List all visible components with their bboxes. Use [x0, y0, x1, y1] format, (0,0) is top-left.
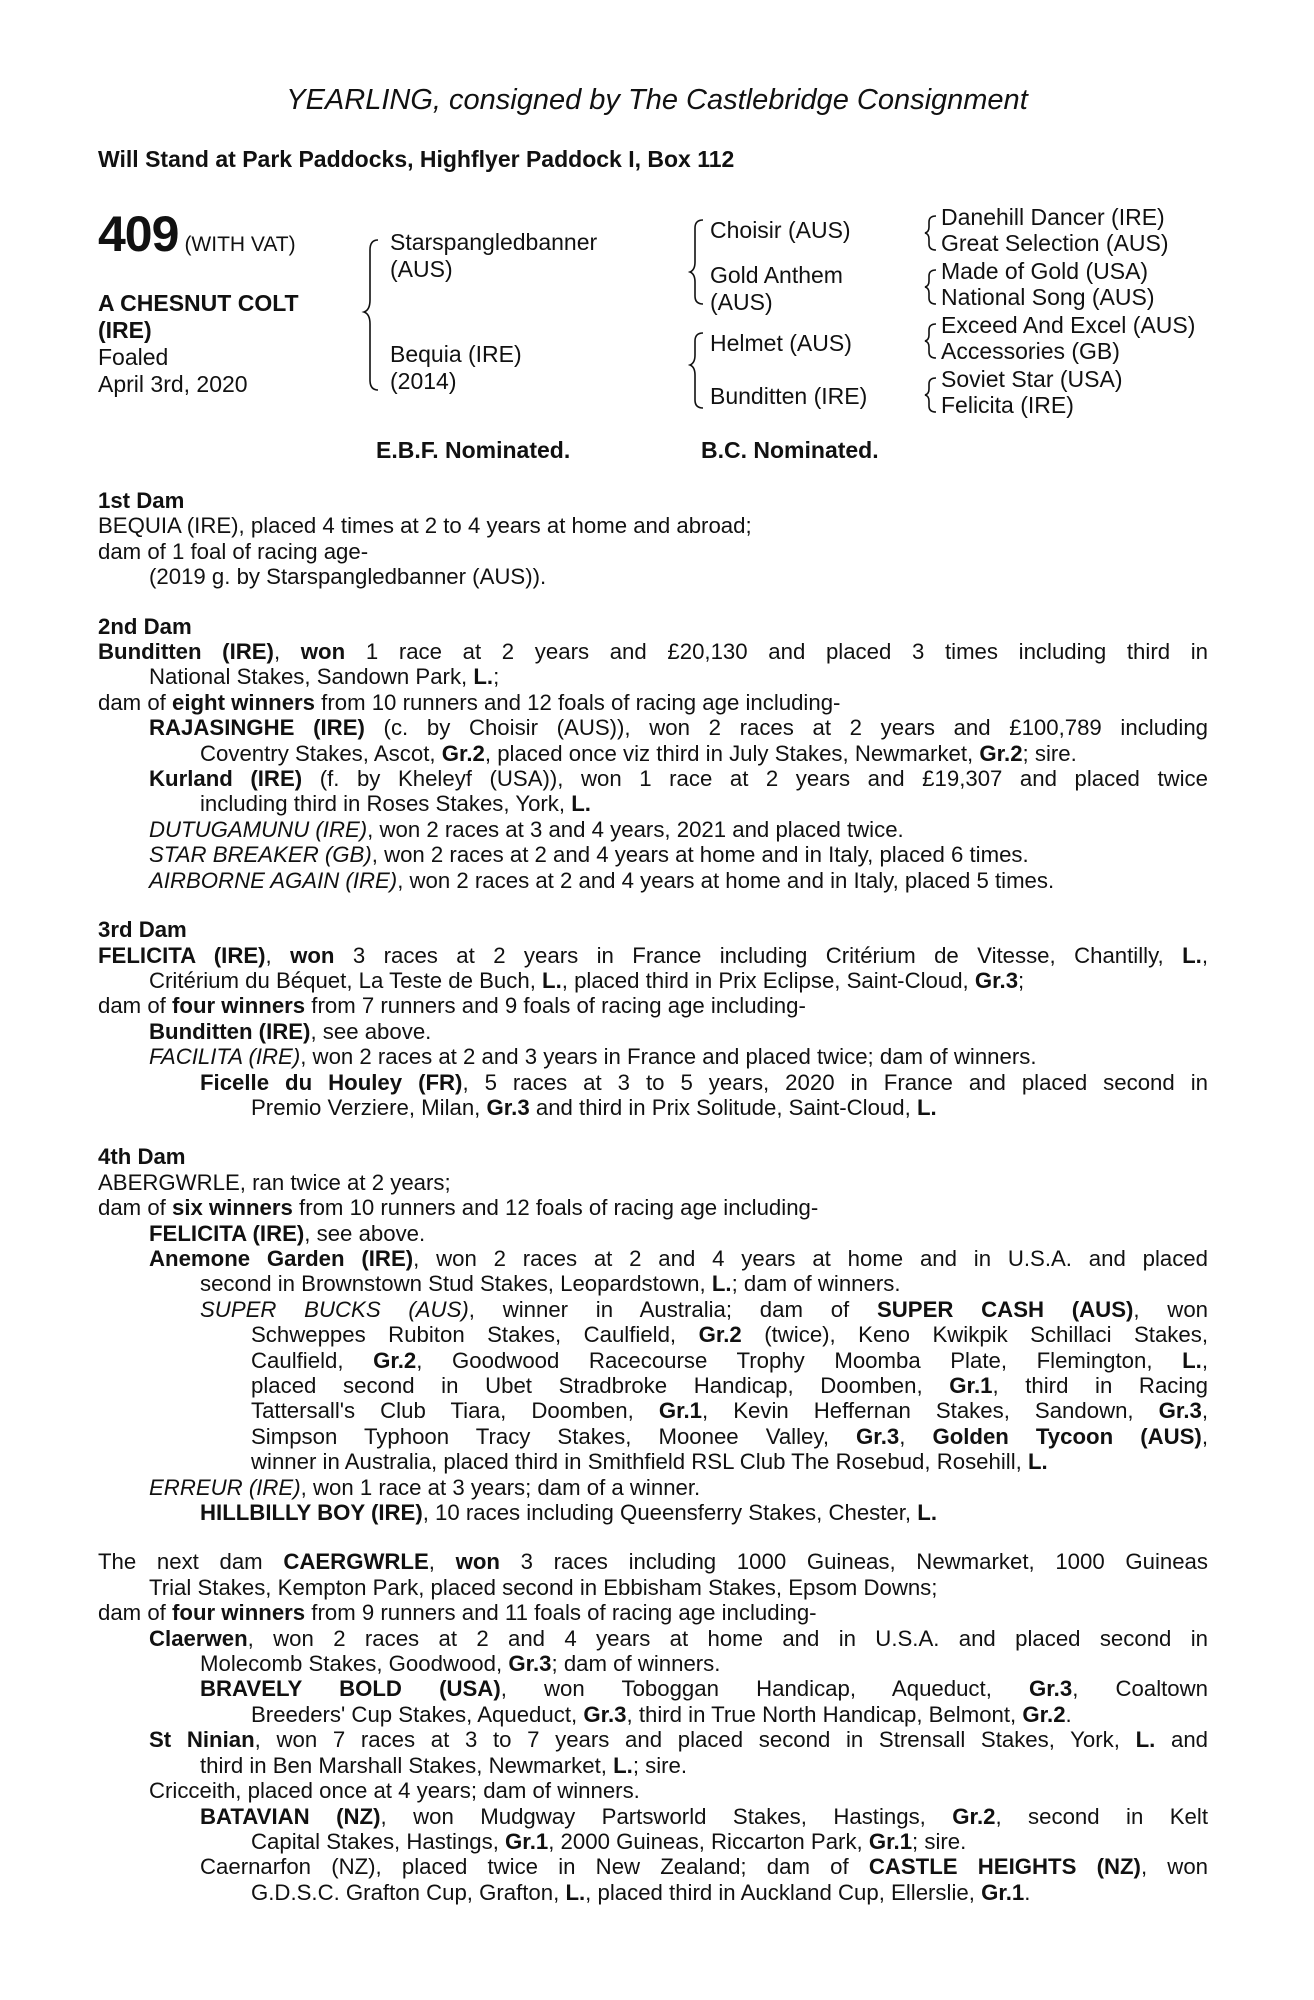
- sd-sire: Made of Gold (USA): [941, 258, 1149, 284]
- text-run: .: [1024, 1879, 1031, 1905]
- text-run: 3 races at 2 years in France including Critérium de Vitesse, Chantilly,: [334, 942, 1183, 968]
- text-run: winner in Australia, placed third in Smithfield RSL Club The Rosebud, Rosehill,: [251, 1449, 1028, 1475]
- vat-label: (WITH VAT): [184, 233, 296, 256]
- next-dam-runner: [98, 1753, 1208, 1778]
- second-dam-runner: [98, 766, 1208, 791]
- text-run: from 9 runners and 11 foals of racing age including-: [305, 1600, 817, 1626]
- ss-dam: Great Selection (AUS): [941, 230, 1169, 256]
- next-dam-runner: [98, 1651, 1208, 1676]
- third-dam-runner: [98, 1019, 1208, 1044]
- next-dam-runner: [98, 1727, 1208, 1752]
- first-dam-section: [98, 488, 1208, 590]
- next-dam-line: Trial Stakes, Kempton Park, placed second in Ebbisham Stakes, Epsom Downs;: [149, 1574, 938, 1600]
- text-run: ; sire.: [912, 1828, 967, 1854]
- dam-bracket: [690, 333, 703, 408]
- text-run: ,: [1201, 1398, 1208, 1424]
- text-run: RAJASINGHE (IRE): [149, 715, 365, 741]
- foaled-label: Foaled: [98, 344, 169, 370]
- text-run: The next dam: [98, 1549, 284, 1575]
- text-run: L.: [1135, 1727, 1156, 1753]
- second-dam-runner: [98, 817, 1208, 842]
- text-run: Gr.3: [508, 1651, 552, 1677]
- text-run: , Coaltown: [1072, 1676, 1208, 1702]
- text-run: Tattersall's Club Tiara, Doomben,: [251, 1398, 659, 1424]
- ss-bracket: [925, 216, 936, 250]
- text-run: Schweppes Rubiton Stakes, Caulfield,: [251, 1322, 699, 1348]
- text-run: National Stakes, Sandown Park,: [149, 664, 474, 690]
- text-run: L.: [613, 1752, 633, 1778]
- third-dam-runner: [98, 1044, 1208, 1069]
- text-run: , placed once viz third in July Stakes, Newmarket,: [484, 740, 980, 766]
- text-run: Critérium du Béquet, La Teste de Buch,: [149, 967, 543, 993]
- text-run: Gr.3: [583, 1701, 627, 1727]
- text-run: Premio Verziere, Milan,: [251, 1094, 487, 1120]
- text-run: won: [290, 942, 335, 968]
- text-run: G.D.S.C. Grafton Cup, Grafton,: [251, 1879, 566, 1905]
- text-run: , see above.: [310, 1018, 432, 1044]
- third-dam-section: [98, 917, 1208, 1120]
- text-run: ,: [265, 942, 291, 968]
- text-run: 1 race at 2 years and £20,130 and placed 3 times including third in: [345, 639, 1208, 665]
- text-run: Gr.2: [441, 740, 485, 766]
- text-run: Caernarfon (NZ), placed twice in New Zealand; dam of: [200, 1854, 869, 1880]
- second-dam-section: [98, 614, 1208, 893]
- bc-nominated: B.C. Nominated.: [701, 437, 879, 463]
- text-run: third in Ben Marshall Stakes, Newmarket,: [200, 1752, 614, 1778]
- text-run: Ficelle du Houley (FR): [200, 1069, 463, 1095]
- text-run: Gr.3: [1158, 1398, 1202, 1424]
- text-run: L.: [565, 1879, 586, 1905]
- sire-origin: (AUS): [390, 256, 453, 282]
- text-run: SUPER BUCKS (AUS): [200, 1296, 469, 1322]
- text-run: ;: [493, 664, 500, 690]
- first-dam-heading: 1st Dam: [98, 488, 185, 513]
- dam-dam: Bunditten (IRE): [710, 383, 868, 409]
- sire-dam-origin: (AUS): [710, 289, 773, 315]
- text-run: , won 2 races at 2 and 4 years at home and in Italy, placed 6 times.: [371, 842, 1029, 868]
- text-run: Gr.2: [373, 1347, 417, 1373]
- second-dam-runner: [98, 868, 1208, 893]
- text-run: dam of: [98, 1195, 172, 1221]
- text-run: Gr.1: [868, 1828, 913, 1854]
- text-run: dam of: [98, 1600, 172, 1626]
- text-run: L.: [1182, 1347, 1202, 1373]
- dam: [390, 341, 522, 395]
- text-run: Gr.3: [856, 1423, 900, 1449]
- second-dam-runner: [98, 715, 1208, 740]
- next-dam-runner: [98, 1854, 1208, 1879]
- text-run: CAERGWRLE: [283, 1549, 429, 1575]
- text-run: from 10 runners and 12 foals of racing age including-: [292, 1195, 819, 1221]
- stand-location: Will Stand at Park Paddocks, Highflyer Paddock I, Box 112: [98, 146, 735, 172]
- fourth-dam-heading: 4th Dam: [98, 1144, 186, 1170]
- second-dam-runner: [98, 741, 1208, 766]
- text-run: HILLBILLY BOY (IRE): [200, 1500, 423, 1526]
- text-run: SUPER CASH (AUS): [876, 1296, 1134, 1322]
- text-run: Gr.2: [979, 740, 1023, 766]
- text-run: , won 2 races at 2 and 4 years at home and in U.S.A. and placed: [413, 1245, 1208, 1271]
- text-run: ,: [428, 1549, 456, 1575]
- text-run: , won: [1140, 1854, 1208, 1880]
- first-dam-produce: (2019 g. by Starspangledbanner (AUS)).: [149, 564, 547, 590]
- text-run: , third in Racing: [992, 1373, 1208, 1398]
- fourth-dam-line: ABERGWRLE, ran twice at 2 years;: [98, 1169, 451, 1195]
- text-run: DUTUGAMUNU (IRE): [149, 816, 368, 842]
- third-dam-runner: [98, 1070, 1208, 1095]
- text-run: FELICITA (IRE): [98, 942, 266, 968]
- sire-dam-name: Gold Anthem: [710, 262, 843, 288]
- first-dam-line: BEQUIA (IRE), placed 4 times at 2 to 4 years at home and abroad;: [98, 513, 752, 539]
- text-run: BRAVELY BOLD (USA): [200, 1676, 501, 1702]
- text-run: FELICITA (IRE): [149, 1220, 305, 1246]
- text-run: ,: [899, 1423, 933, 1449]
- text-run: Gr.1: [658, 1398, 702, 1424]
- sire-name: Starspangledbanner: [390, 229, 598, 255]
- third-dam-line: [98, 993, 1208, 1018]
- text-run: , won 2 races at 2 and 3 years in France and placed twice; dam of winners.: [300, 1044, 1037, 1070]
- text-run: ,: [1201, 1347, 1208, 1373]
- text-run: , see above.: [304, 1220, 426, 1246]
- text-run: Caulfield,: [251, 1347, 374, 1373]
- text-run: ,: [1201, 942, 1208, 968]
- text-run: ; sire.: [1022, 740, 1077, 766]
- text-run: Breeders' Cup Stakes, Aqueduct,: [251, 1701, 584, 1727]
- text-run: from 10 runners and 12 foals of racing age including-: [315, 689, 841, 715]
- text-run: from 7 runners and 9 foals of racing age including-: [305, 993, 806, 1019]
- text-run: including third in Roses Stakes, York,: [200, 791, 572, 817]
- text-run: ; sire.: [632, 1752, 688, 1778]
- text-run: and: [1155, 1727, 1208, 1753]
- text-run: , third in True North Handicap, Belmont,: [626, 1701, 1023, 1727]
- text-run: CASTLE HEIGHTS (NZ): [868, 1854, 1141, 1880]
- next-dam-runner: [98, 1880, 1208, 1905]
- text-run: L.: [1027, 1449, 1048, 1475]
- fourth-dam-runner: [98, 1322, 1208, 1347]
- fourth-dam-runner: [98, 1221, 1208, 1246]
- foaled-date: April 3rd, 2020: [98, 371, 248, 397]
- text-run: Coventry Stakes, Ascot,: [200, 740, 442, 766]
- third-dam-heading: 3rd Dam: [98, 917, 187, 943]
- text-run: won: [455, 1549, 500, 1575]
- next-dam-runner: [98, 1829, 1208, 1854]
- text-run: L.: [473, 664, 494, 690]
- text-run: six winners: [172, 1195, 293, 1221]
- lot-number: 409: [98, 206, 179, 262]
- text-run: ; dam of winners.: [551, 1651, 721, 1677]
- fourth-dam-runner: [98, 1500, 1208, 1525]
- text-run: , 10 races including Queensferry Stakes, Chester,: [422, 1500, 918, 1526]
- text-run: and third in Prix Solitude, Saint-Cloud,: [529, 1094, 917, 1120]
- text-run: , winner in Australia; dam of: [468, 1296, 877, 1322]
- sire-sire: Choisir (AUS): [710, 217, 851, 243]
- text-run: , won 1 race at 3 years; dam of a winner.: [300, 1474, 701, 1500]
- fourth-dam-runner: [98, 1398, 1208, 1423]
- fourth-dam-runner: [98, 1297, 1208, 1322]
- text-run: (twice), Keno Kwikpik Schillaci Stakes,: [741, 1322, 1209, 1348]
- text-run: Gr.1: [981, 1879, 1025, 1905]
- first-dam-line: dam of 1 foal of racing age-: [98, 538, 369, 564]
- dd-sire: Soviet Star (USA): [941, 366, 1123, 392]
- ds-sire: Exceed And Excel (AUS): [941, 312, 1196, 338]
- dam-sire: Helmet (AUS): [710, 330, 852, 356]
- text-run: , 2000 Guineas, Riccarton Park,: [548, 1828, 869, 1854]
- text-run: won: [300, 639, 346, 665]
- text-run: , 5 races at 3 to 5 years, 2020 in France and placed second in: [462, 1069, 1208, 1095]
- text-run: , won 7 races at 3 to 7 years and placed second in Strensall Stakes, York,: [254, 1727, 1136, 1753]
- text-run: dam of: [98, 993, 172, 1019]
- sd-bracket: [925, 270, 936, 304]
- next-dam-line: [98, 1600, 1208, 1625]
- text-run: , won: [1133, 1296, 1208, 1322]
- text-run: dam of: [98, 689, 172, 715]
- text-run: STAR BREAKER (GB): [149, 842, 372, 868]
- text-run: , won 2 races at 2 and 4 years at home and in U.S.A. and placed second in: [247, 1625, 1208, 1651]
- text-run: L.: [916, 1094, 937, 1120]
- text-run: Golden Tycoon (AUS): [932, 1423, 1202, 1449]
- text-run: L.: [571, 791, 591, 817]
- fourth-dam-runner: [98, 1271, 1208, 1296]
- text-run: Gr.3: [1029, 1676, 1073, 1702]
- next-dam-section: [98, 1549, 1208, 1905]
- text-run: , won 2 races at 3 and 4 years, 2021 and placed twice.: [367, 816, 904, 842]
- text-run: , Kevin Heffernan Stakes, Sandown,: [702, 1398, 1159, 1424]
- dd-bracket: [925, 378, 936, 412]
- text-run: , Goodwood Racecourse Trophy Moomba Plate, Flemington,: [416, 1347, 1183, 1373]
- dd-dam: Felicita (IRE): [941, 392, 1074, 418]
- text-run: , won Mudgway Partsworld Stakes, Hastings,: [380, 1803, 953, 1829]
- text-run: , placed third in Prix Eclipse, Saint-Cloud,: [561, 967, 975, 993]
- text-run: Bunditten (IRE): [98, 639, 274, 665]
- dam-name: Bequia (IRE): [390, 341, 522, 367]
- second-dam-runner: [98, 842, 1208, 867]
- text-run: Gr.1: [949, 1373, 993, 1398]
- text-run: Gr.1: [505, 1828, 549, 1854]
- text-run: ;: [1018, 967, 1025, 993]
- text-run: second in Brownstown Stud Stakes, Leopardstown,: [200, 1271, 712, 1297]
- text-run: Kurland (IRE): [149, 766, 303, 792]
- horse-origin: (IRE): [98, 317, 152, 343]
- text-run: Gr.3: [486, 1094, 530, 1120]
- text-run: four winners: [172, 993, 306, 1019]
- text-run: 3 races including 1000 Guineas, Newmarket, 1000 Guineas: [499, 1549, 1208, 1575]
- ebf-nominated: E.B.F. Nominated.: [376, 437, 571, 463]
- sd-dam: National Song (AUS): [941, 284, 1155, 310]
- text-run: L.: [711, 1271, 732, 1297]
- fourth-dam-runner: [98, 1348, 1208, 1373]
- catalogue-body: [98, 488, 1208, 1929]
- second-dam-line: [98, 664, 1208, 689]
- text-run: ; dam of winners.: [731, 1271, 901, 1297]
- next-dam-runner: [98, 1702, 1208, 1727]
- ss-sire: Danehill Dancer (IRE): [941, 204, 1165, 230]
- next-dam-runner: [98, 1804, 1208, 1829]
- text-run: BATAVIAN (NZ): [200, 1803, 381, 1829]
- text-run: , second in Kelt: [995, 1803, 1208, 1829]
- second-dam-heading: 2nd Dam: [98, 613, 192, 639]
- fourth-dam-runner: [98, 1246, 1208, 1271]
- text-run: Molecomb Stakes, Goodwood,: [200, 1651, 509, 1677]
- next-dam-runner: [98, 1676, 1208, 1701]
- second-dam-runner: [98, 791, 1208, 816]
- fourth-dam-runner: [98, 1475, 1208, 1500]
- text-run: ,: [273, 639, 301, 665]
- main-bracket: [364, 240, 378, 390]
- next-dam-runner: [98, 1626, 1208, 1651]
- sire: [390, 229, 597, 283]
- fourth-dam-runner: [98, 1424, 1208, 1449]
- sire-bracket: [690, 220, 703, 304]
- text-run: L.: [1182, 942, 1202, 968]
- text-run: AIRBORNE AGAIN (IRE): [149, 867, 398, 893]
- ds-bracket: [925, 324, 936, 358]
- text-run: four winners: [172, 1600, 306, 1626]
- text-run: , won 2 races at 2 and 4 years at home and in Italy, placed 5 times.: [397, 867, 1055, 893]
- sire-dam: [710, 262, 843, 316]
- fourth-dam-runner: [98, 1449, 1208, 1474]
- text-run: Gr.2: [698, 1322, 742, 1348]
- text-run: placed second in Ubet Stradbroke Handicap, Doomben,: [251, 1373, 950, 1398]
- text-run: ERREUR (IRE): [149, 1474, 301, 1500]
- text-run: Gr.2: [952, 1803, 996, 1829]
- next-dam-line: [98, 1549, 1208, 1574]
- text-run: Gr.3: [974, 967, 1019, 993]
- third-dam-runner: [98, 1095, 1208, 1120]
- text-run: , won Toboggan Handicap, Aqueduct,: [500, 1676, 1030, 1702]
- text-run: Claerwen: [149, 1625, 248, 1651]
- text-run: L.: [542, 967, 562, 993]
- text-run: Anemone Garden (IRE): [149, 1245, 414, 1271]
- text-run: (c. by Choisir (AUS)), won 2 races at 2 years and £100,789 including: [364, 715, 1209, 741]
- text-run: Gr.2: [1022, 1701, 1066, 1727]
- third-dam-line: [98, 968, 1208, 993]
- fourth-dam-section: [98, 1144, 1208, 1525]
- text-run: eight winners: [172, 689, 316, 715]
- dam-year: (2014): [390, 368, 457, 394]
- fourth-dam-runner: [98, 1373, 1208, 1398]
- text-run: Capital Stakes, Hastings,: [251, 1828, 506, 1854]
- next-dam-runner: Cricceith, placed once at 4 years; dam of winners.: [149, 1778, 640, 1804]
- text-run: L.: [917, 1500, 937, 1526]
- second-dam-line: [98, 639, 1208, 664]
- text-run: Simpson Typhoon Tracy Stakes, Moonee Valley,: [251, 1423, 857, 1449]
- text-run: FACILITA (IRE): [149, 1044, 301, 1070]
- text-run: ,: [1201, 1423, 1208, 1449]
- ds-dam: Accessories (GB): [941, 338, 1120, 364]
- fourth-dam-line: [98, 1195, 1208, 1220]
- text-run: , placed third in Auckland Cup, Ellerslie,: [585, 1879, 982, 1905]
- text-run: St Ninian: [149, 1727, 255, 1753]
- text-run: .: [1065, 1701, 1072, 1727]
- horse-sex-color: A CHESNUT COLT: [98, 290, 299, 316]
- second-dam-line: [98, 690, 1208, 715]
- consignment-line: YEARLING, consigned by The Castlebridge Consignment: [286, 84, 1028, 116]
- text-run: (f. by Kheleyf (USA)), won 1 race at 2 years and £19,307 and placed twice: [302, 766, 1208, 792]
- text-run: Bunditten (IRE): [149, 1018, 311, 1044]
- third-dam-line: [98, 943, 1208, 968]
